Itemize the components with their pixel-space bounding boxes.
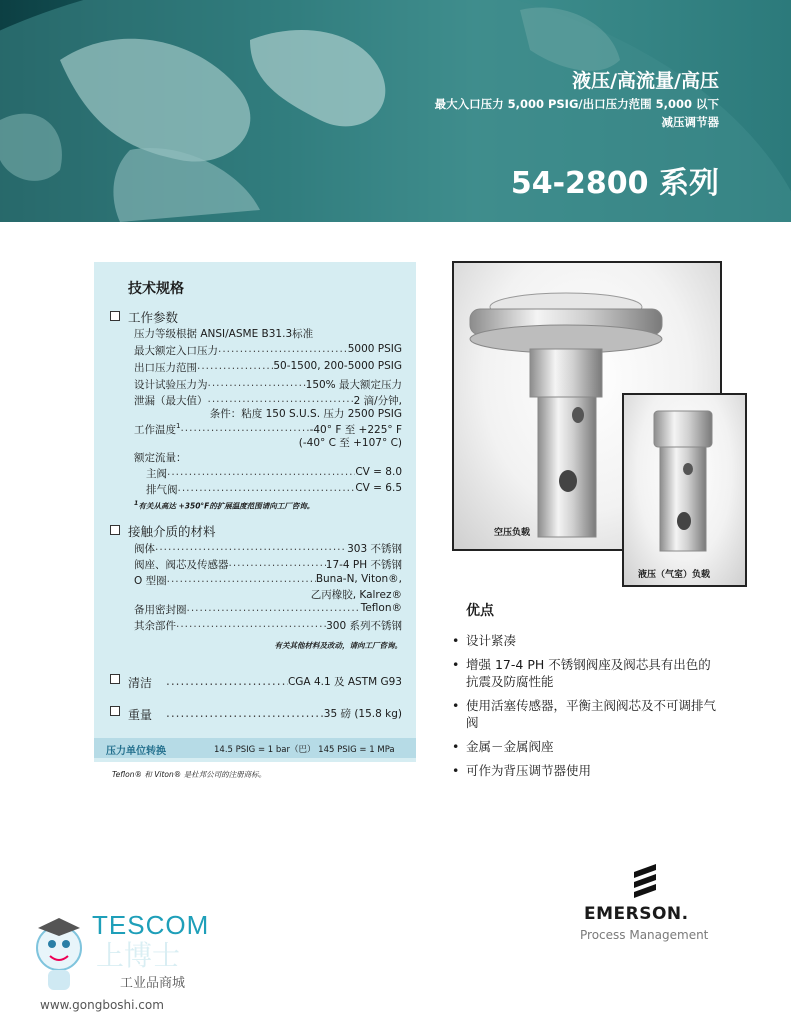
oring-material-extra: 乙丙橡胶, Kalrez® [310,589,402,601]
hydraulic-regulator-image [624,395,745,585]
temperature-footnote: $^1$有关从高达 +350°F的扩展温度范围请向工厂咨询。 [134,500,315,511]
bullet-icon: • [452,698,460,713]
advantage-item-4: • 金属－金属阀座 [452,739,554,754]
advantage-item-5: • 可作为背压调节器使用 [452,763,592,778]
mascot-icon [28,916,90,996]
advantage-item-2: • 增强 17-4 PH 不锈钢阀座及阀芯具有出色的抗震及防腐性能 [452,657,711,689]
series-title: 54-2800 系列 [510,166,719,201]
test-pressure-row: 设计试验压力为 ..... 150% 最大额定压力 [134,377,402,392]
other-parts-row: 其余部件 ..... 300 系列不锈钢 [134,618,402,633]
header-banner [0,0,791,222]
backup-seal-row: 备用密封圈 ..... Teflon® [134,602,402,617]
pressure-conversion-bar [94,738,416,758]
tescom-logo: TESCOM [92,910,210,940]
body-material-row: 阀体 ..... 303 不锈钢 [134,541,402,556]
advantages-title: 优点 [466,603,494,619]
bullet-icon: • [452,763,460,778]
oring-material-row: O 型圈 ..... Buna-N, Viton®, [134,573,402,588]
bullet-icon: • [452,739,460,754]
advantage-item-3: • 使用活塞传感器，平衡主阀阀芯及不可调排气阀 [452,698,717,730]
conversion-value: 14.5 PSIG = 1 bar（巴） 145 PSIG = 1 MPa [214,745,395,755]
checkbox-icon [110,311,120,321]
vent-valve-row: 排气阀 ..... CV = 6.5 [146,482,402,497]
checkbox-icon [110,706,120,716]
conversion-label: 压力单位转换 [106,746,166,757]
advantage-item-1: • 设计紧凑 [452,633,517,648]
rating-text: 压力等级根据 ANSI/ASME B31.3标准 [134,328,314,340]
checkbox-icon [110,674,120,684]
bullet-icon: • [452,633,460,648]
spec-title: 技术规格 [128,281,184,297]
emerson-logo-icon [630,862,660,902]
header-subtitle: 最大入口压力 5,000 PSIG/出口压力范围 5,000 以下 [434,97,719,111]
emerson-logo-text: EMERSON. [584,904,689,924]
watermark-website: www.gongboshi.com [40,998,164,1012]
spec-panel [94,262,416,762]
hydraulic-loaded-caption: 液压（气室）负载 [638,570,711,580]
watermark-brand: 上博士 [96,939,181,972]
cleaning-row: 清洁 ..... CGA 4.1 及 ASTM G93 [110,674,402,691]
header-title: 液压/高流量/高压 [572,70,719,92]
seat-material-row: 阀座、阀芯及传感器 ..... 17-4 PH 不锈钢 [134,557,402,572]
hydraulic-loaded-photo [622,393,747,587]
operating-heading: 工作参数 [110,308,178,326]
temperature-row: 工作温度 1 ..... -40° F 至 +225° F [134,422,402,437]
trademark-note: Teflon® 和 Viton® 是杜邦公司的注册商标。 [112,770,267,779]
watermark-mall-text: 工业品商城 [120,976,186,991]
air-loaded-caption: 空压负载 [494,528,531,538]
bullet-icon: • [452,657,460,672]
leak-row: 泄漏（最大值） ..... 2 滴/分钟, [134,393,402,408]
materials-note: 有关其他材料及改动，请向工厂咨询。 [274,641,402,650]
header-product-type: 减压调节器 [661,115,719,129]
materials-heading: 接触介质的材料 [110,522,216,540]
flow-label: 额定流量： [134,452,187,464]
outlet-range-row: 出口压力范围 ..... 50-1500, 200-5000 PSIG [134,360,402,375]
process-management-text: Process Management [580,928,709,942]
leak-condition: 条件：粘度 150 S.U.S. 压力 2500 PSIG [209,408,402,420]
main-valve-row: 主阀 ..... CV = 8.0 [146,466,402,481]
weight-row: 重量 ..... 35 磅 (15.8 kg) [110,706,402,723]
max-inlet-row: 最大额定入口压力 ..... 5000 PSIG [134,343,402,358]
temperature-celsius: (-40° C 至 +107° C) [298,437,402,449]
checkbox-icon [110,525,120,535]
